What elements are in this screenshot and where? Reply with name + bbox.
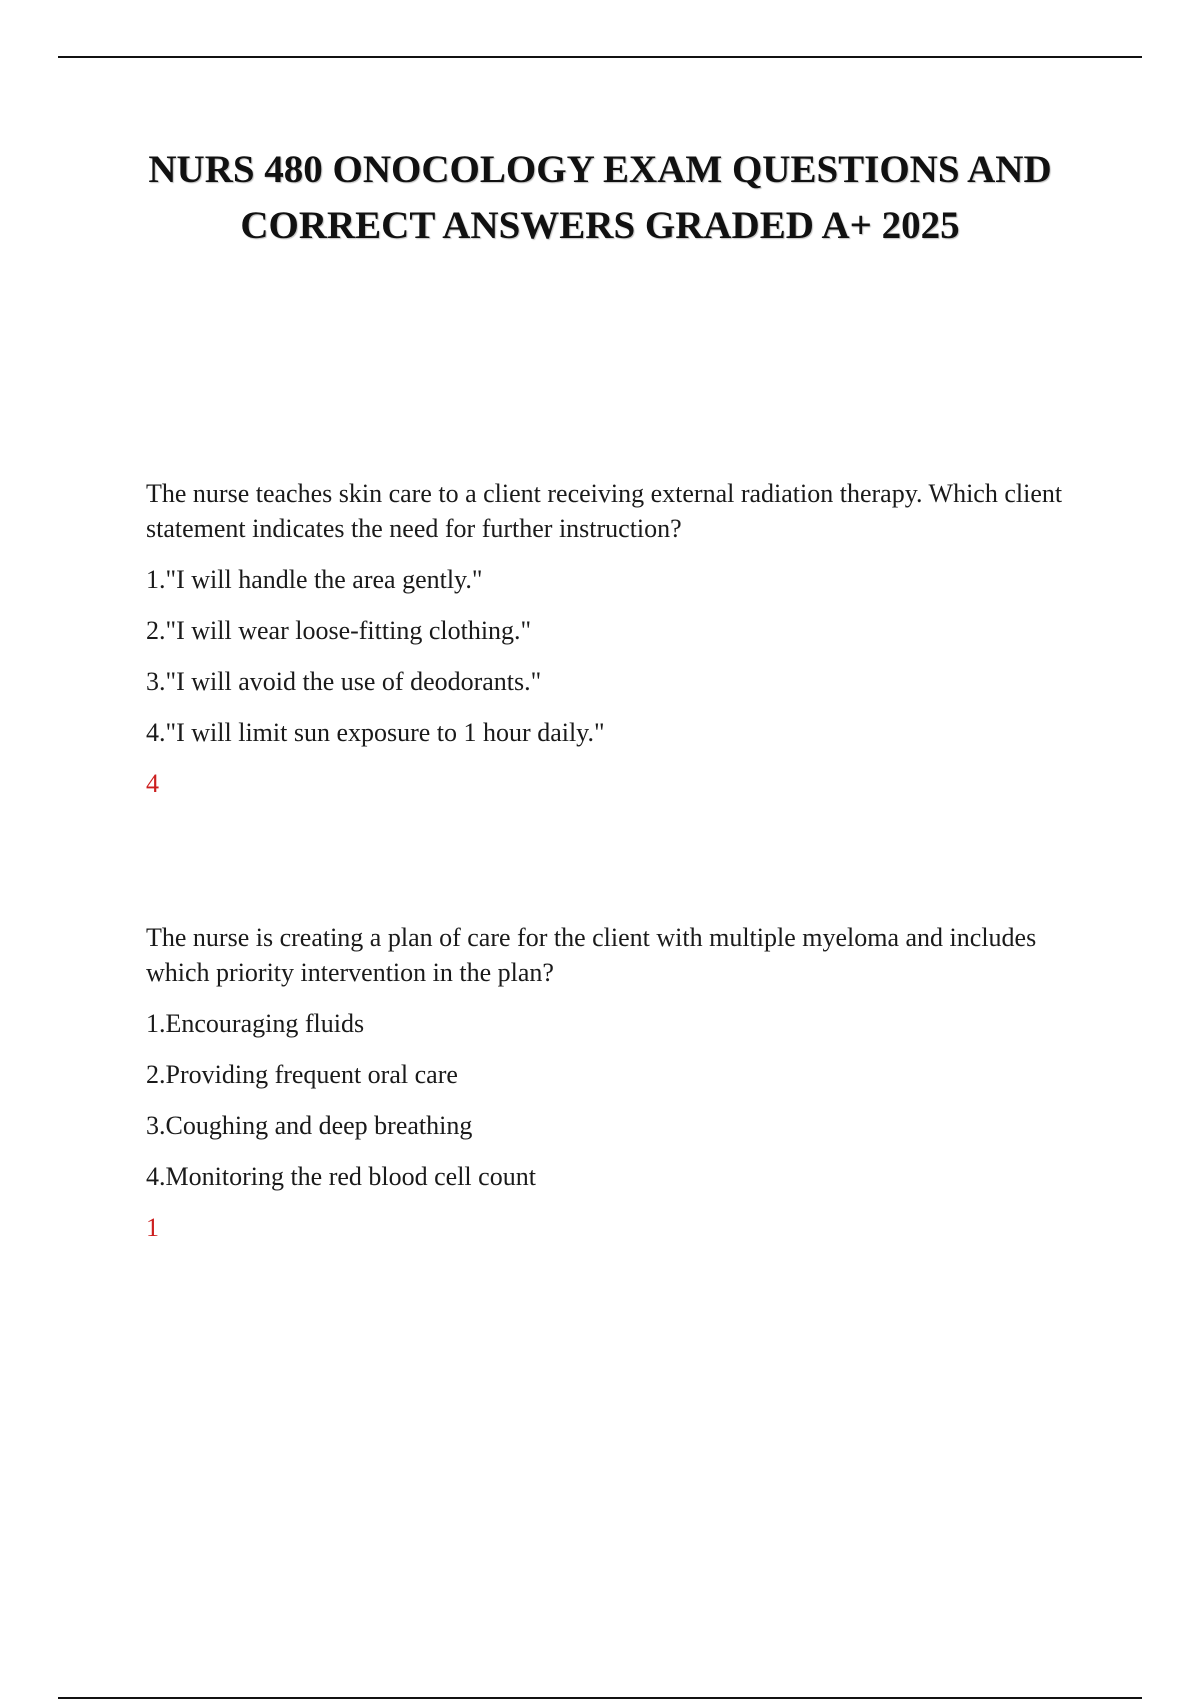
bottom-rule — [58, 1697, 1142, 1699]
option-2: 2.Providing frequent oral care — [146, 1060, 458, 1089]
answer-options — [146, 562, 1106, 750]
correct-answer: 1 — [146, 1213, 159, 1242]
option-3: 3."I will avoid the use of deodorants." — [146, 667, 542, 696]
top-rule — [58, 56, 1142, 58]
option-1: 1."I will handle the area gently." — [146, 565, 483, 594]
option-4: 4.Monitoring the red blood cell count — [146, 1162, 536, 1191]
title-line-1: NURS 480 ONOCOLOGY EXAM QUESTIONS AND — [148, 148, 1052, 191]
option-4: 4."I will limit sun exposure to 1 hour daily." — [146, 718, 605, 747]
option-2: 2."I will wear loose-fitting clothing." — [146, 616, 532, 645]
correct-answer: 4 — [146, 769, 159, 798]
question-stem: The nurse teaches skin care to a client receiving external radiation therapy. Which client statement indicates the need for further instruction? — [146, 479, 1063, 543]
answer-options — [146, 1006, 1106, 1194]
document-title — [60, 142, 1140, 254]
option-1: 1.Encouraging fluids — [146, 1009, 365, 1038]
question-stem: The nurse is creating a plan of care for the client with multiple myeloma and includes which priority intervention in the plan? — [146, 923, 1037, 987]
title-line-2: CORRECT ANSWERS GRADED A+ 2025 — [240, 204, 960, 247]
question-1 — [146, 476, 1106, 801]
option-3: 3.Coughing and deep breathing — [146, 1111, 473, 1140]
question-2 — [146, 920, 1106, 1245]
